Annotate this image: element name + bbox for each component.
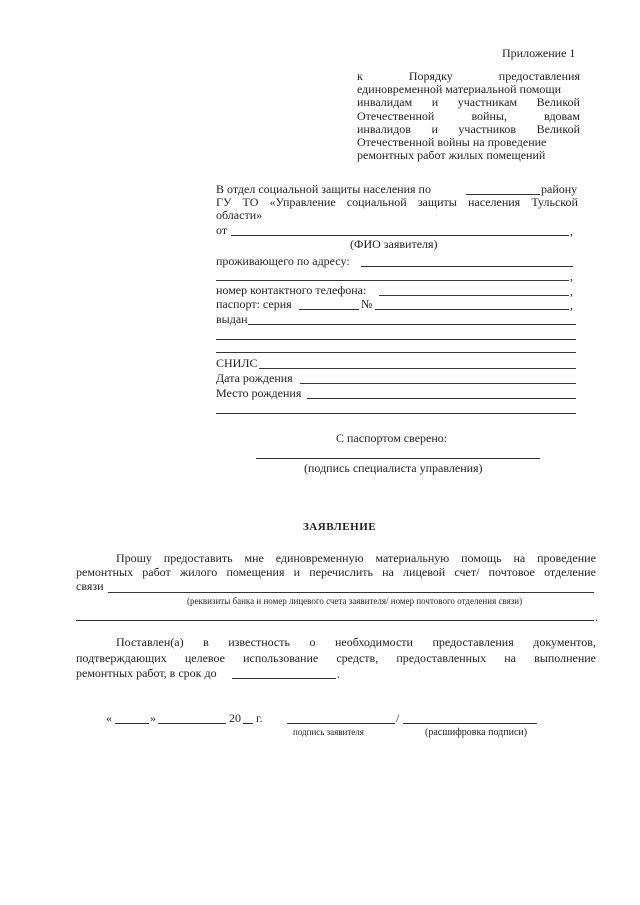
birth-date-label: Дата рождения (216, 371, 293, 385)
addressee-district-word: району (541, 182, 578, 196)
appendix-line (357, 110, 580, 122)
word: на (504, 651, 516, 665)
appendix-line (357, 123, 580, 135)
address-field-2[interactable] (216, 280, 569, 281)
word: защиты (417, 195, 457, 209)
word: помещения (226, 565, 285, 579)
signature-decoding-caption: (расшифровка подписи) (425, 727, 528, 738)
snils-field[interactable] (259, 368, 576, 369)
word: Отечественной (357, 108, 435, 123)
comma: , (570, 269, 573, 283)
word: счет/ (454, 565, 480, 579)
word: единовременной материальной помощи (357, 82, 561, 97)
address-label: проживающего по адресу: (216, 254, 350, 268)
word: отделение (544, 565, 596, 579)
word: Отечественной войны на проведение (357, 135, 547, 149)
year-suffix: г. (256, 711, 263, 725)
word: в (203, 635, 209, 649)
notice-paragraph-line-3: ремонтных работ, в срок до (76, 666, 217, 680)
word: ремонтных работ жилых помещений (357, 148, 546, 163)
word: и (431, 121, 438, 136)
word: войны, (471, 108, 507, 123)
deadline-date-field[interactable] (232, 678, 336, 679)
addressee-department: В отдел социальной защиты населения по (216, 182, 431, 196)
word: мне (244, 551, 264, 565)
passport-series-field[interactable] (299, 309, 359, 310)
addressee-organization-end: области» (216, 208, 263, 222)
appendix-line (357, 83, 580, 95)
address-field-1[interactable] (361, 266, 573, 267)
phone-field[interactable] (379, 295, 569, 296)
word: о (309, 635, 316, 649)
request-paragraph-line-1 (116, 552, 596, 564)
word: и (293, 565, 301, 579)
word: Великой (536, 95, 580, 110)
word: на (513, 551, 526, 565)
signature-decoding-field[interactable] (403, 723, 537, 724)
passport-number-field[interactable] (375, 309, 569, 310)
word: социальной (346, 195, 407, 209)
quote-open: « (106, 711, 112, 725)
word: средств, (336, 651, 379, 665)
word: на (382, 565, 394, 579)
fio-caption: (ФИО заявителя) (350, 237, 438, 251)
word: предоставления (432, 635, 514, 649)
appendix-line (357, 136, 580, 148)
appendix-line (357, 96, 580, 108)
word: документов, (533, 635, 596, 649)
year-prefix: 20 (229, 711, 241, 725)
passport-verified-text: С паспортом сверено: (336, 431, 448, 445)
word: предоставления (498, 69, 580, 83)
word: инвалидам (357, 95, 413, 110)
word: населения (467, 195, 521, 209)
word: ТО (242, 195, 259, 209)
word: Тульской (531, 195, 578, 209)
day-field[interactable] (115, 723, 149, 724)
word: «Управление (269, 195, 336, 209)
from-label: от (216, 223, 228, 237)
birth-place-label: Место рождения (216, 386, 302, 400)
specialist-signature-caption: (подпись специалиста управления) (304, 461, 483, 475)
word: известность (228, 635, 290, 649)
word: Великой (536, 121, 580, 136)
bank-details-caption: (реквизиты банка и номер лицевого счета заявителя/ номер почтового отделения связи) (187, 596, 523, 606)
comma: , (570, 284, 573, 298)
bank-details-field[interactable] (108, 592, 594, 593)
word: вдовам (544, 108, 580, 123)
application-heading: ЗАЯВЛЕНИЕ (303, 521, 377, 533)
word: Поставлен(а) (116, 635, 184, 649)
word: целевое (184, 651, 225, 665)
appendix-line (357, 70, 580, 82)
birth-date-field[interactable] (300, 383, 576, 384)
word: Порядку (408, 69, 453, 83)
request-paragraph-line-3: связи (76, 579, 104, 593)
appendix-line (357, 149, 580, 161)
word: ГУ (216, 195, 232, 209)
birth-place-field-2[interactable] (216, 413, 576, 414)
word: Прошу (116, 551, 152, 565)
word: единовременную (275, 551, 364, 565)
notice-paragraph-line-2 (76, 652, 596, 664)
phone-label: номер контактного телефона: (216, 283, 367, 297)
applicant-name-field[interactable] (231, 235, 569, 236)
word: работ (142, 565, 171, 579)
word: необходимости (334, 635, 413, 649)
comma: , (570, 298, 573, 312)
word: ремонтных (76, 565, 134, 579)
issued-field-1[interactable] (248, 324, 576, 325)
word: перечислить (309, 565, 373, 579)
word: жилого (179, 565, 218, 579)
applicant-signature-field[interactable] (287, 723, 395, 724)
period: . (337, 667, 340, 681)
passport-series-label: паспорт: серия (216, 297, 292, 311)
addressee-organization (216, 196, 578, 208)
word: почтовое (488, 565, 535, 579)
snils-label: СНИЛС (216, 356, 258, 370)
period: . (595, 610, 598, 624)
word: и (431, 95, 439, 110)
bank-details-field-2[interactable] (76, 620, 594, 621)
word: лицевой (403, 565, 446, 579)
word: выполнение (534, 651, 596, 665)
word: предоставленных (396, 651, 487, 665)
word: участников (458, 121, 517, 136)
quote-close: » (150, 711, 156, 725)
word: подтверждающих (76, 651, 167, 665)
year-field[interactable] (243, 723, 253, 724)
issued-label: выдан (216, 312, 248, 326)
issued-field-3[interactable] (216, 352, 576, 353)
word: использование (243, 651, 319, 665)
word: участникам (457, 95, 518, 110)
request-paragraph-line-2 (76, 566, 596, 578)
word: проведение (537, 551, 596, 565)
word: инвалидов (357, 121, 411, 136)
word: предоставить (163, 551, 233, 565)
word: помощь (461, 551, 502, 565)
passport-number-sign: № (361, 297, 373, 311)
notice-paragraph-line-1 (116, 636, 596, 648)
word: материальную (375, 551, 450, 565)
specialist-signature-field[interactable] (256, 458, 540, 459)
word: к (357, 69, 363, 83)
month-field[interactable] (158, 723, 226, 724)
issued-field-2[interactable] (216, 339, 576, 340)
slash: / (396, 711, 400, 725)
comma: , (570, 224, 573, 238)
appendix-title: Приложение 1 (502, 46, 576, 60)
birth-place-field[interactable] (307, 398, 576, 399)
applicant-signature-caption: подпись заявителя (293, 727, 364, 737)
